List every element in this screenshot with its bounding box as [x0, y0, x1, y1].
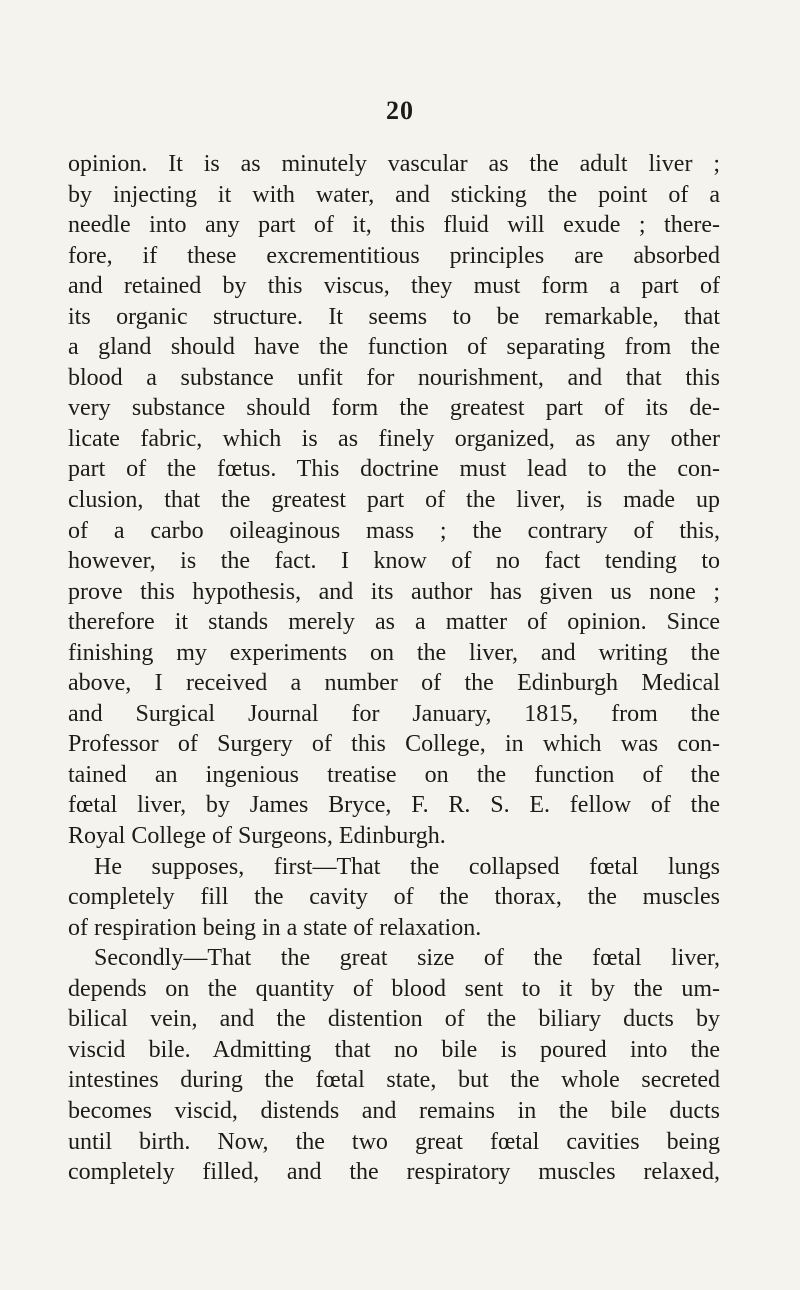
text-line: its organic structure. It seems to be remarkable, that: [68, 303, 720, 330]
text-line: completely filled, and the respiratory muscles relaxed,: [68, 1159, 720, 1186]
text-line: clusion, that the greatest part of the liver, is made up: [68, 487, 720, 514]
text-line: viscid bile. Admitting that no bile is poured into the: [68, 1036, 720, 1063]
text-line: therefore it stands merely as a matter of opinion. Since: [68, 609, 720, 636]
page-number: 20: [386, 96, 414, 125]
text-line: completely fill the cavity of the thorax, the muscles: [68, 884, 720, 911]
text-line: prove this hypothesis, and its author has given us none ;: [68, 578, 720, 605]
text-line: of a carbo oileaginous mass ; the contrary of this,: [68, 517, 720, 544]
text-line: by injecting it with water, and sticking the point of a: [68, 181, 720, 208]
text-line: licate fabric, which is as finely organized, as any other: [68, 425, 720, 452]
text-line: however, is the fact. I know of no fact tending to: [68, 548, 720, 575]
text-line: Professor of Surgery of this College, in which was con-: [68, 731, 720, 758]
text-line: intestines during the fœtal state, but the whole secreted: [68, 1067, 720, 1094]
text-line: Royal College of Surgeons, Edinburgh.: [68, 823, 446, 850]
text-line: tained an ingenious treatise on the function of the: [68, 761, 720, 788]
text-line: Secondly—That the great size of the fœtal liver,: [94, 945, 720, 972]
text-line: part of the fœtus. This doctrine must lead to the con-: [68, 456, 720, 483]
text-line: blood a substance unfit for nourishment, and that this: [68, 364, 720, 391]
body-text: [68, 149, 720, 1188]
text-line: opinion. It is as minutely vascular as the adult liver ;: [68, 151, 720, 177]
text-line: and retained by this viscus, they must form a part of: [68, 273, 720, 300]
text-line: a gland should have the function of separating from the: [68, 334, 720, 361]
text-line: depends on the quantity of blood sent to it by the um-: [68, 975, 720, 1002]
text-line: becomes viscid, distends and remains in the bile ducts: [68, 1097, 720, 1124]
text-line: above, I received a number of the Edinburgh Medical: [68, 670, 720, 697]
text-line: fœtal liver, by James Bryce, F. R. S. E. fellow of the: [68, 792, 720, 819]
text-line: needle into any part of it, this fluid will exude ; there-: [68, 212, 720, 239]
text-line: finishing my experiments on the liver, and writing the: [68, 639, 720, 666]
text-line: very substance should form the greatest part of its de-: [68, 395, 720, 422]
text-line: and Surgical Journal for January, 1815, from the: [68, 700, 720, 727]
text-line: until birth. Now, the two great fœtal cavities being: [68, 1128, 720, 1155]
text-line: fore, if these excrementitious principles are absorbed: [68, 242, 720, 269]
text-line: bilical vein, and the distention of the biliary ducts by: [68, 1006, 720, 1033]
text-line: He supposes, first—That the collapsed fœtal lungs: [94, 853, 720, 880]
text-line: of respiration being in a state of relaxation.: [68, 914, 482, 941]
